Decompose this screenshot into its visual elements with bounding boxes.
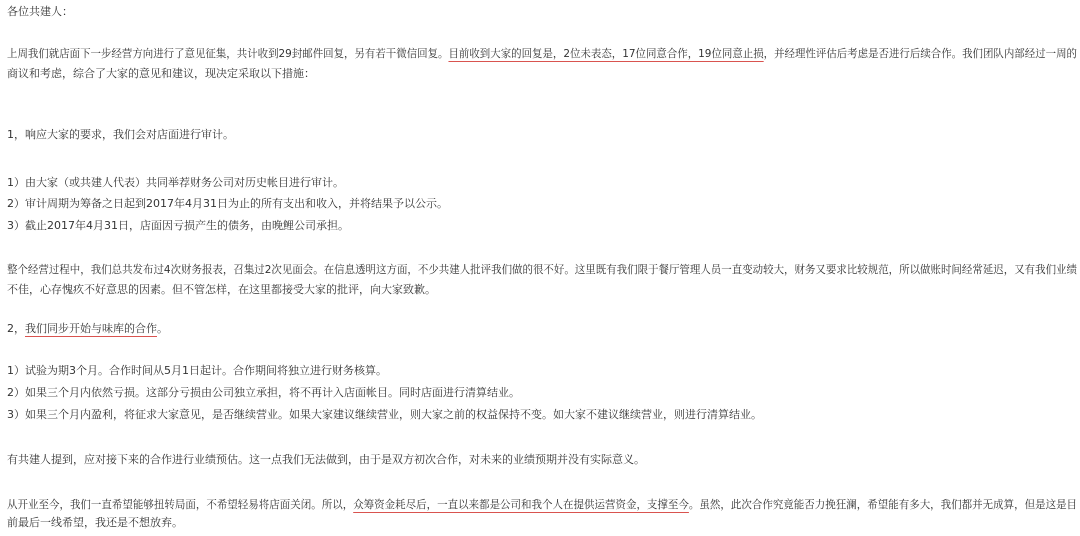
process-line-2: 不佳，心存愧疚不好意思的因素。但不管怎样，在这里都接受大家的批评，向大家致歉。 bbox=[7, 283, 436, 296]
intro-underlined-reply-summary: 目前收到大家的回复是，2位未表态，17位同意合作，19位同意止损 bbox=[448, 47, 764, 60]
section-1-item-3: 3）截止2017年4月31日，店面因亏损产生的债务，由晚鲤公司承担。 bbox=[7, 219, 349, 232]
closing-line-2: 前最后一线希望，我还是不想放弃。 bbox=[7, 516, 183, 529]
process-line-1: 整个经营过程中，我们总共发布过4次财务报表，召集过2次见面会。在信息透明这方面，不少共建人批评我们做的很不好。这里既有我们限于餐厅管理人员一直变动较大，财务又要求比较规范，所以做账时间经常延迟，又有我们业绩 bbox=[7, 263, 1077, 276]
greeting: 各位共建人： bbox=[7, 5, 73, 18]
section-2-underlined-title: 我们同步开始与味库的合作 bbox=[25, 322, 157, 335]
forecast-paragraph: 有共建人提到，应对接下来的合作进行业绩预估。这一点我们无法做到，由于是双方初次合作，对未来的业绩预期并没有实际意义。 bbox=[7, 453, 645, 466]
section-2-title bbox=[7, 322, 168, 336]
section-2-suffix: 。 bbox=[157, 322, 168, 335]
section-2-item-2: 2）如果三个月内依然亏损。这部分亏损由公司独立承担，将不再计入店面帐目。同时店面进行清算结业。 bbox=[7, 386, 520, 399]
closing-text-b: 。虽然，此次合作究竟能否力挽狂澜，希望能有多大，我们都并无成算，但是这是目 bbox=[688, 498, 1078, 511]
intro-line-1 bbox=[7, 47, 1077, 61]
intro-text-a: 上周我们就店面下一步经营方向进行了意见征集，共计收到29封邮件回复，另有若干微信回复。 bbox=[7, 47, 449, 60]
section-1-item-1: 1）由大家（或共建人代表）共同举荐财务公司对历史帐目进行审计。 bbox=[7, 176, 344, 189]
section-2-item-1: 1）试验为期3个月。合作时间从5月1日起计。合作期间将独立进行财务核算。 bbox=[7, 364, 387, 377]
section-2-prefix: 2， bbox=[7, 322, 25, 335]
intro-text-b: ，并经理性评估后考虑是否进行后续合作。我们团队内部经过一周的 bbox=[763, 47, 1077, 60]
closing-line-1 bbox=[7, 498, 1077, 512]
section-2-item-3: 3）如果三个月内盈利，将征求大家意见，是否继续营业。如果大家建议继续营业，则大家之前的权益保持不变。如大家不建议继续营业，则进行清算结业。 bbox=[7, 408, 762, 421]
closing-underlined-funding: 众筹资金耗尽后，一直以来都是公司和我个人在提供运营资金，支撑至今 bbox=[353, 498, 689, 511]
section-1-title: 1，响应大家的要求，我们会对店面进行审计。 bbox=[7, 128, 234, 141]
section-1-item-2: 2）审计周期为筹备之日起到2017年4月31日为止的所有支出和收入，并将结果予以公示。 bbox=[7, 197, 448, 210]
closing-text-a: 从开业至今，我们一直希望能够扭转局面，不希望轻易将店面关闭。所以， bbox=[7, 498, 354, 511]
intro-line-2: 商议和考虑，综合了大家的意见和建议，现决定采取以下措施： bbox=[7, 67, 315, 80]
